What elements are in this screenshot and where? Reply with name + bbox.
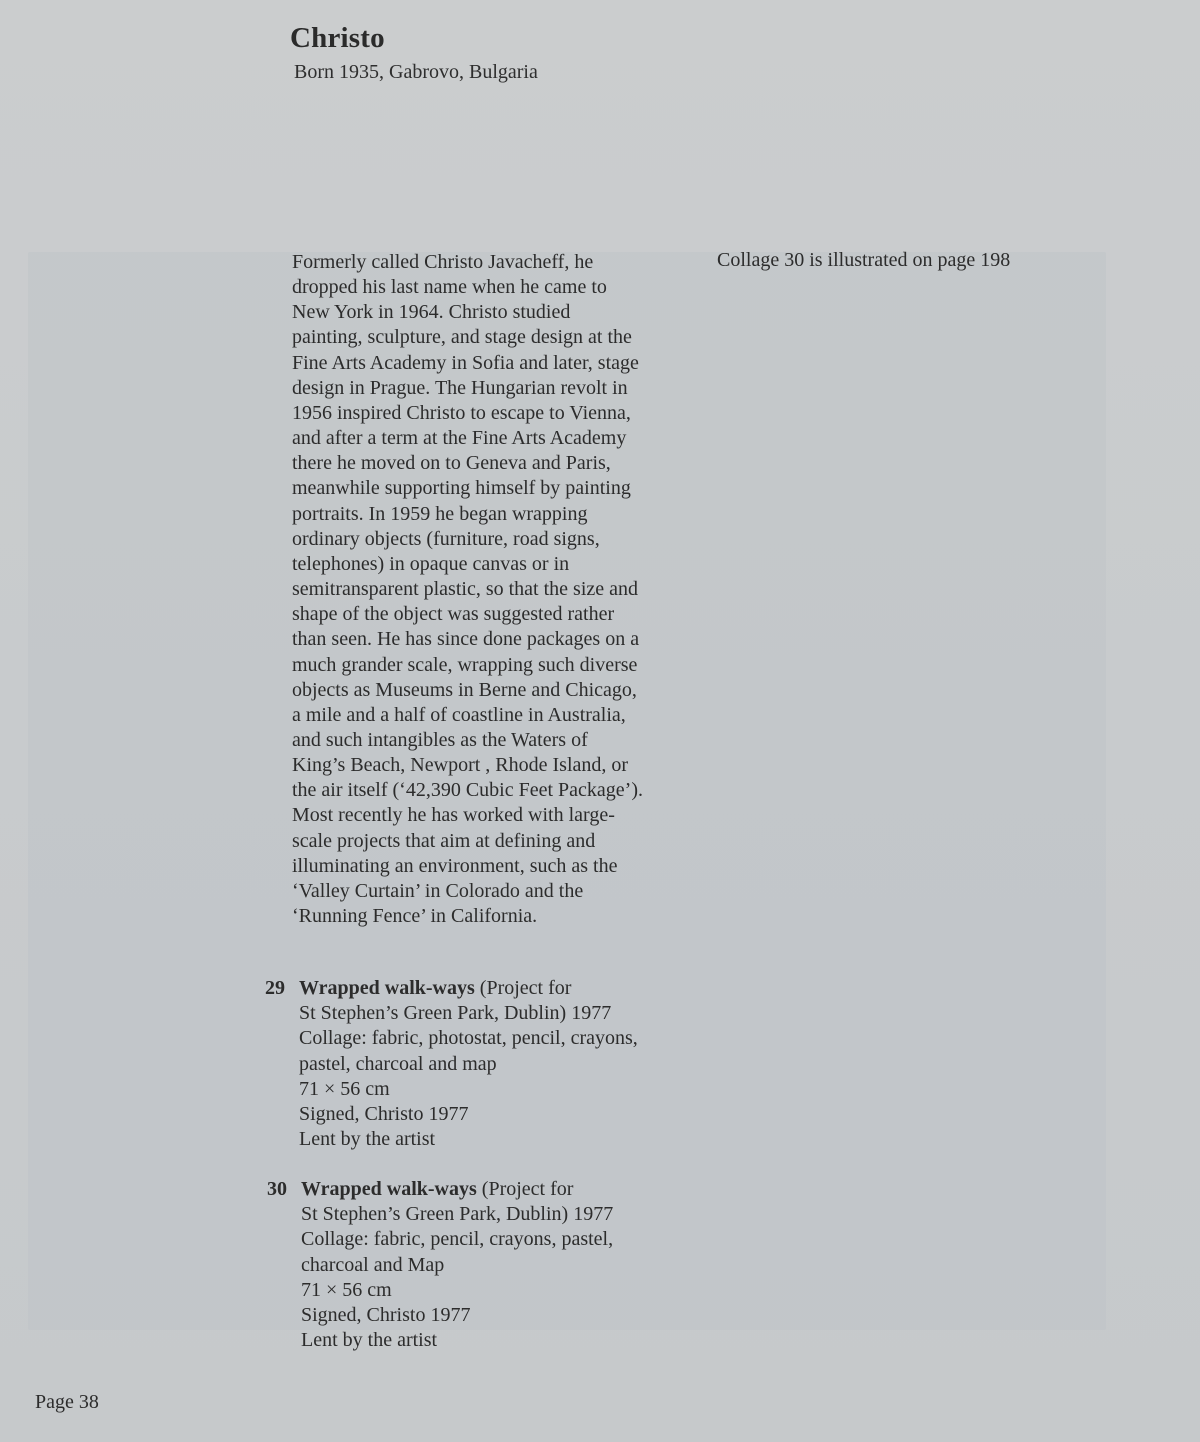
biography-line: objects as Museums in Berne and Chicago, bbox=[292, 678, 637, 701]
biography-line: telephones) in opaque canvas or in bbox=[292, 552, 570, 575]
biography-line: design in Prague. The Hungarian revolt in bbox=[292, 376, 628, 399]
entry-title-line bbox=[299, 976, 638, 1001]
entry-signature: Signed, Christo 1977 bbox=[301, 1304, 471, 1327]
biography-line: than seen. He has since done packages on a bbox=[292, 628, 640, 651]
biography-line: semitransparent plastic, so that the size and bbox=[292, 578, 639, 601]
biography-line: Formerly called Christo Javacheff, he bbox=[292, 251, 594, 273]
entry-line: Collage: fabric, photostat, pencil, crayons, bbox=[299, 1027, 638, 1050]
biography-line: painting, sculpture, and stage design at the bbox=[292, 326, 632, 349]
biography-line: a mile and a half of coastline in Australia, bbox=[292, 703, 626, 726]
biography-line: King’s Beach, Newport , Rhode Island, or bbox=[292, 754, 629, 777]
entry-line: St Stephen’s Green Park, Dublin) 1977 bbox=[301, 1203, 614, 1226]
biography-line: Most recently he has worked with large- bbox=[292, 804, 615, 827]
page-number: Page 38 bbox=[35, 1391, 99, 1413]
entry-line: Collage: fabric, pencil, crayons, pastel, bbox=[301, 1228, 614, 1251]
biography-line: portraits. In 1959 he began wrapping bbox=[292, 502, 588, 525]
artist-name-heading: Christo bbox=[290, 22, 385, 54]
biography-line: New York in 1964. Christo studied bbox=[292, 301, 571, 324]
biography-line: much grander scale, wrapping such diverse bbox=[292, 653, 638, 676]
entry-title-rest: (Project for bbox=[474, 977, 572, 999]
biography-line: Fine Arts Academy in Sofia and later, stage bbox=[292, 351, 639, 374]
artist-biography bbox=[292, 250, 692, 929]
biography-line: the air itself (‘42,390 Cubic Feet Package’). bbox=[292, 779, 643, 802]
entry-details bbox=[301, 1177, 613, 1353]
biography-line: illuminating an environment, such as the bbox=[292, 854, 618, 877]
entry-title-rest: (Project for bbox=[476, 1178, 574, 1200]
illustration-note: Collage 30 is illustrated on page 198 bbox=[717, 249, 1011, 271]
entry-number: 30 bbox=[267, 1178, 287, 1200]
biography-line: and after a term at the Fine Arts Academy bbox=[292, 427, 627, 450]
entry-details bbox=[299, 976, 638, 1152]
entry-dimensions: 71 × 56 cm bbox=[299, 1077, 390, 1100]
entry-title-line bbox=[301, 1177, 613, 1202]
entry-lender: Lent by the artist bbox=[301, 1329, 438, 1352]
catalogue-entry bbox=[267, 1177, 707, 1357]
entry-dimensions: 71 × 56 cm bbox=[301, 1278, 392, 1301]
catalogue-entry bbox=[265, 976, 705, 1156]
entry-number: 29 bbox=[265, 977, 285, 999]
entry-line: pastel, charcoal and map bbox=[299, 1052, 497, 1075]
entry-signature: Signed, Christo 1977 bbox=[299, 1103, 469, 1126]
biography-line: there he moved on to Geneva and Paris, bbox=[292, 452, 611, 475]
entry-lender: Lent by the artist bbox=[299, 1128, 436, 1151]
biography-line: 1956 inspired Christo to escape to Vienna, bbox=[292, 401, 631, 424]
biography-line: and such intangibles as the Waters of bbox=[292, 728, 588, 751]
entry-line: St Stephen’s Green Park, Dublin) 1977 bbox=[299, 1002, 612, 1025]
biography-line: ‘Running Fence’ in California. bbox=[292, 905, 538, 928]
biography-line: meanwhile supporting himself by painting bbox=[292, 477, 631, 500]
entry-title: Wrapped walk-ways bbox=[299, 977, 475, 999]
biography-line: scale projects that aim at defining and bbox=[292, 829, 596, 852]
biography-line: ordinary objects (furniture, road signs, bbox=[292, 527, 600, 550]
entry-title: Wrapped walk-ways bbox=[301, 1178, 477, 1200]
biography-line: shape of the object was suggested rather bbox=[292, 603, 615, 626]
artist-birth-line: Born 1935, Gabrovo, Bulgaria bbox=[294, 61, 538, 83]
biography-line: dropped his last name when he came to bbox=[292, 276, 607, 299]
entry-line: charcoal and Map bbox=[301, 1253, 445, 1276]
biography-line: ‘Valley Curtain’ in Colorado and the bbox=[292, 879, 584, 902]
